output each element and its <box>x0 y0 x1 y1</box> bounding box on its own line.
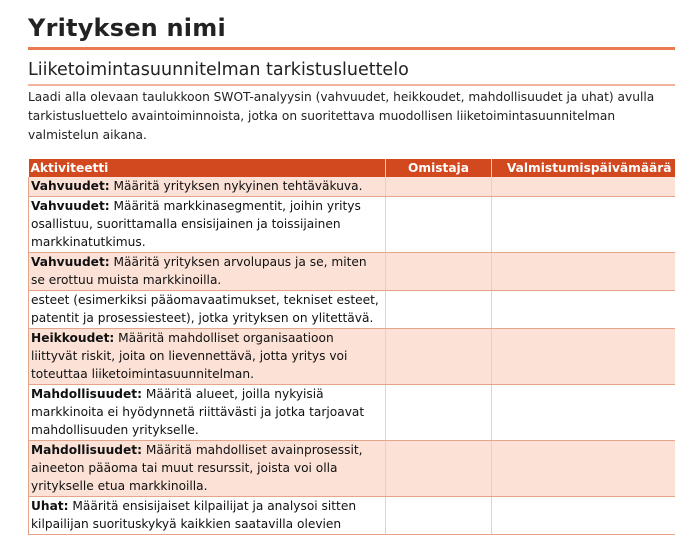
due-date-cell[interactable] <box>492 177 675 197</box>
activity-text: Määritä alueet, joilla nykyisiä markkinoita ei hyödynnetä riittävästi ja jotka tarjoavat mahdollisuuden yritykselle. <box>31 387 364 437</box>
table-row <box>29 441 675 497</box>
header-due-date: Valmistumispäivämäärä <box>492 159 675 177</box>
owner-cell[interactable] <box>386 329 492 385</box>
activity-cell[interactable] <box>29 497 386 535</box>
subtitle-divider <box>28 84 675 86</box>
table-header-row <box>29 159 675 177</box>
table-row <box>29 329 675 385</box>
category-label: Mahdollisuudet: <box>31 387 142 401</box>
activity-cell[interactable] <box>29 197 386 253</box>
owner-cell[interactable] <box>386 291 492 329</box>
due-date-cell[interactable] <box>492 385 675 441</box>
activity-text: Määritä mahdolliset avainprosessit, aineeton pääoma tai muut resurssit, joista voi olla yritykselle etua markkinoilla. <box>31 443 363 493</box>
activity-text: Määritä mahdolliset organisaatioon liittyvät riskit, joita on lievennettävä, jotta yritys voi toteuttaa liiketoimintasuunnitelman. <box>31 331 347 381</box>
activity-text: Määritä yrityksen nykyinen tehtäväkuva. <box>110 179 363 193</box>
table-row <box>29 497 675 535</box>
due-date-cell[interactable] <box>492 253 675 291</box>
due-date-cell[interactable] <box>492 497 675 535</box>
activity-cell[interactable] <box>29 385 386 441</box>
table-row <box>29 177 675 197</box>
category-label: Heikkoudet: <box>31 331 114 345</box>
activity-cell[interactable] <box>29 291 386 329</box>
due-date-cell[interactable] <box>492 291 675 329</box>
category-label: Uhat: <box>31 499 69 513</box>
owner-cell[interactable] <box>386 441 492 497</box>
category-label: Vahvuudet: <box>31 199 110 213</box>
table-row <box>29 291 675 329</box>
category-label: Vahvuudet: <box>31 255 110 269</box>
table-row <box>29 385 675 441</box>
due-date-cell[interactable] <box>492 197 675 253</box>
activity-text: esteet (esimerkiksi pääomavaatimukset, tekniset esteet, patentit ja prosessiesteet), jotka yrityksen on ylitettävä. <box>31 293 379 325</box>
owner-cell[interactable] <box>386 497 492 535</box>
owner-cell[interactable] <box>386 253 492 291</box>
table-row <box>29 253 675 291</box>
activity-text: Määritä yrityksen arvolupaus ja se, miten se erottuu muista markkinoilla. <box>31 255 367 287</box>
activity-text: Määritä ensisijaiset kilpailijat ja analysoi sitten kilpailijan suorituskykyä kaikkien saatavilla olevien <box>31 499 356 531</box>
title-divider <box>28 47 675 50</box>
checklist-table <box>28 159 675 535</box>
activity-cell[interactable] <box>29 329 386 385</box>
activity-text: Määritä markkinasegmentit, joihin yritys osallistuu, suorittamalla ensisijainen ja toissijainen markkinatutkimus. <box>31 199 361 249</box>
category-label: Vahvuudet: <box>31 179 110 193</box>
header-activity: Aktiviteetti <box>29 159 386 177</box>
activity-cell[interactable] <box>29 177 386 197</box>
company-name: Yrityksen nimi <box>28 14 226 42</box>
activity-cell[interactable] <box>29 441 386 497</box>
due-date-cell[interactable] <box>492 441 675 497</box>
due-date-cell[interactable] <box>492 329 675 385</box>
owner-cell[interactable] <box>386 177 492 197</box>
intro-paragraph: Laadi alla olevaan taulukkoon SWOT-analyysin (vahvuudet, heikkoudet, mahdollisuudet ja uhat) avulla tarkistusluettelo avaintoiminnoista, jotka on suoritettava muodollisen liiketoimintasuunnitelman valmistelun aikana. <box>28 88 673 145</box>
header-owner: Omistaja <box>386 159 492 177</box>
activity-cell[interactable] <box>29 253 386 291</box>
table-row <box>29 197 675 253</box>
category-label: Mahdollisuudet: <box>31 443 142 457</box>
owner-cell[interactable] <box>386 385 492 441</box>
document-subtitle: Liiketoimintasuunnitelman tarkistusluettelo <box>28 60 409 80</box>
owner-cell[interactable] <box>386 197 492 253</box>
